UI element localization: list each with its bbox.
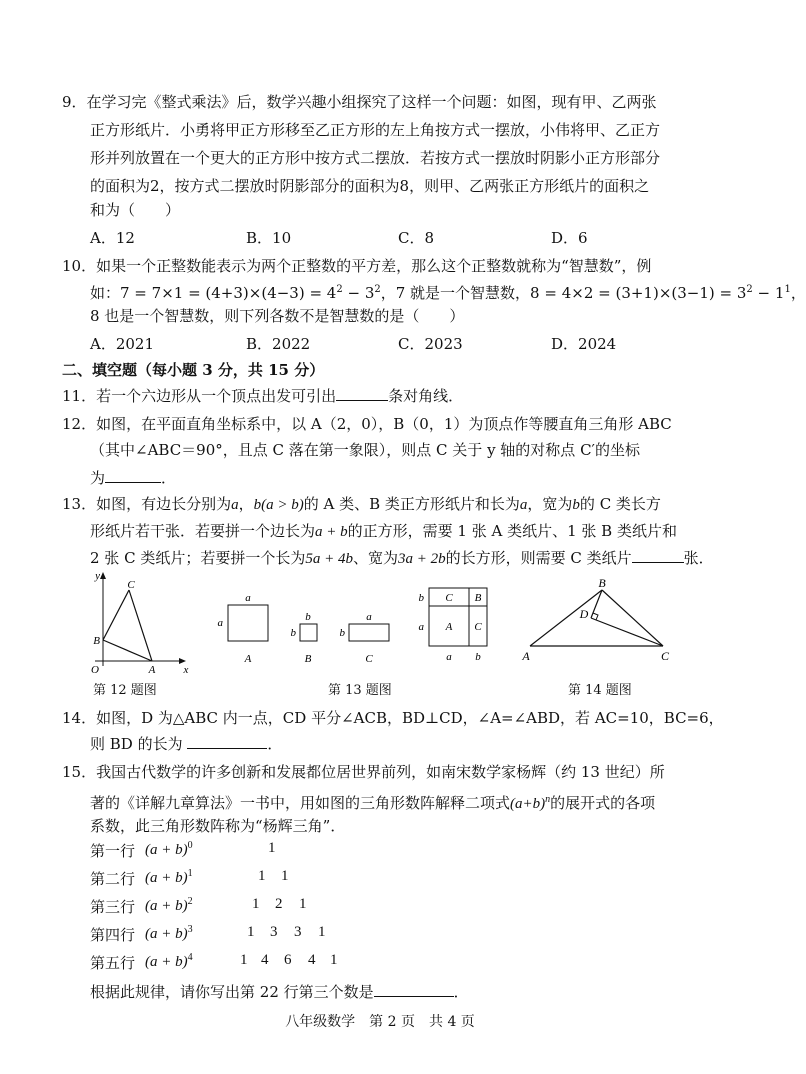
yanghui-row-1-expr: $(a + b)^0$ xyxy=(145,840,193,858)
q10-option-b: B．2022 xyxy=(246,335,311,353)
yanghui-row-2-label: 第二行 xyxy=(90,870,136,888)
q9-option-d: D．6 xyxy=(551,229,588,247)
q15-answer-blank[interactable] xyxy=(374,982,454,997)
yanghui-row-2-num-1: 1 xyxy=(258,868,266,884)
square-b xyxy=(300,624,317,641)
yanghui-row-4-num-3: 3 xyxy=(294,924,302,940)
page-footer: 八年级数学 第 2 页 共 4 页 xyxy=(285,1014,475,1030)
q13-line-1: 13．如图，有边长分别为a，b(a > b)的 A 类、B 类正方形纸片和长为a，宽为b的 C 类长方 xyxy=(62,495,661,513)
q14-answer-blank[interactable] xyxy=(187,734,267,749)
yanghui-row-3-num-1: 1 xyxy=(252,896,260,912)
section-heading-fill-in: 二、填空题（每小题 3 分，共 15 分） xyxy=(62,361,325,379)
segment-ba xyxy=(103,640,152,661)
q9-option-b: B．10 xyxy=(246,229,292,247)
q9-line-4: 的面积为2，按方式二摆放时阴影部分的面积为8，则甲、乙两张正方形纸片的面积之 xyxy=(90,177,650,195)
figure-13-caption: 第 13 题图 xyxy=(328,683,392,698)
square-a xyxy=(228,605,268,641)
q13-answer-blank[interactable] xyxy=(632,548,684,563)
yanghui-row-4-num-4: 1 xyxy=(318,924,326,940)
q10-option-c: C．2023 xyxy=(398,335,463,353)
yanghui-row-5-num-1: 1 xyxy=(240,952,248,968)
q9-line-3: 形并列放置在一个更大的正方形中按方式二摆放．若按方式一摆放时阴影小正方形部分 xyxy=(90,149,661,167)
y-axis-arrow xyxy=(100,572,106,579)
label-a: A xyxy=(148,664,156,676)
q15-line-1: 15．我国古代数学的许多创新和发展都位居世界前列，如南宋数学家杨辉（约 13 世纪）所 xyxy=(62,763,665,781)
q9-option-a: A．12 xyxy=(90,229,135,247)
combined-bottom-b: b xyxy=(475,651,481,663)
square-b-side-top: b xyxy=(305,611,311,623)
q14-line-2: 则 BD 的长为 ． xyxy=(90,735,283,753)
yanghui-row-5-expr: $(a + b)^4$ xyxy=(145,952,193,970)
label-b: B xyxy=(598,576,606,590)
q10-line-3: 8 也是一个智慧数，则下列各数不是智慧数的是（ ） xyxy=(90,307,465,325)
rectangle-c-width: b xyxy=(339,627,345,639)
yanghui-row-5-num-5: 1 xyxy=(330,952,338,968)
figure-13-paper-pieces xyxy=(210,580,500,672)
yanghui-row-3-num-2: 2 xyxy=(275,896,283,912)
q15-final-line: 根据此规律，请你写出第 22 行第三个数是 ． xyxy=(90,983,469,1001)
label-c: C xyxy=(660,649,670,663)
rectangle-c xyxy=(349,624,389,641)
combined-top-left-c: C xyxy=(445,592,453,604)
yanghui-row-4-expr: $(a + b)^3$ xyxy=(145,924,193,942)
q9-line-1: 9．在学习完《整式乘法》后，数学兴趣小组探究了这样一个问题：如图，现有甲、乙两张 xyxy=(62,93,657,111)
q11-line: 11．若一个六边形从一个顶点出发可引出 条对角线． xyxy=(62,387,464,405)
q12-line-3: 为 ． xyxy=(90,469,177,487)
yanghui-row-1-label: 第一行 xyxy=(90,842,136,860)
combined-side-a: a xyxy=(418,621,424,633)
segment-bc xyxy=(602,590,663,646)
square-b-label: B xyxy=(304,653,312,665)
rectangle-c-length: a xyxy=(366,611,372,623)
combined-side-b: b xyxy=(418,592,424,604)
rectangle-c-label: C xyxy=(365,653,373,665)
yanghui-row-3-label: 第三行 xyxy=(90,898,136,916)
label-a: A xyxy=(522,649,530,663)
q10-option-d: D．2024 xyxy=(551,335,617,353)
figure-12-coordinate-triangle xyxy=(85,570,190,675)
segment-dc xyxy=(591,618,663,646)
yanghui-row-4-label: 第四行 xyxy=(90,926,136,944)
yanghui-row-4-num-2: 3 xyxy=(270,924,278,940)
label-d: D xyxy=(579,607,589,621)
q9-line-2: 正方形纸片．小勇将甲正方形移至乙正方形的左上角按方式一摆放，小伟将甲、乙正方 xyxy=(90,121,661,139)
yanghui-row-5-num-2: 4 xyxy=(261,952,269,968)
yanghui-row-1-num-1: 1 xyxy=(268,840,276,856)
segment-ca xyxy=(129,590,152,661)
q12-line-1: 12．如图，在平面直角坐标系中，以 A（2，0），B（0，1）为顶点作等腰直角三角形 ABC xyxy=(62,415,672,433)
yanghui-row-3-num-3: 1 xyxy=(299,896,307,912)
yanghui-row-2-num-2: 1 xyxy=(281,868,289,884)
yanghui-row-2-expr: $(a + b)^1$ xyxy=(145,868,193,886)
q14-line-1: 14．如图，D 为△ABC 内一点，CD 平分∠ACB，BD⊥CD，∠A=∠ABD，若 AC=10，BC=6， xyxy=(62,709,724,727)
q13-line-2: 形纸片若干张．若要拼一个边长为a + b的正方形，需要 1 张 A 类纸片、1 张 B 类纸片和 xyxy=(90,522,677,540)
combined-bottom-right-c: C xyxy=(474,621,482,633)
combined-bottom-a: a xyxy=(446,651,452,663)
label-c: C xyxy=(127,579,135,591)
square-b-side-left: b xyxy=(290,627,296,639)
q9-line-5: 和为（ ） xyxy=(90,201,181,219)
yanghui-row-5-label: 第五行 xyxy=(90,954,136,972)
q9-option-c: C．8 xyxy=(398,229,435,247)
label-o: O xyxy=(91,664,99,676)
label-b: B xyxy=(93,635,100,647)
q11-answer-blank[interactable] xyxy=(336,386,388,401)
square-a-side-left: a xyxy=(217,617,223,629)
label-x: x xyxy=(183,664,189,676)
yanghui-row-5-num-4: 4 xyxy=(308,952,316,968)
combined-top-right-b: B xyxy=(474,592,482,604)
combined-bottom-left-a: A xyxy=(445,621,453,633)
figure-14-caption: 第 14 题图 xyxy=(568,683,632,698)
figure-12-caption: 第 12 题图 xyxy=(93,683,157,698)
yanghui-row-4-num-1: 1 xyxy=(247,924,255,940)
q10-line-1: 10．如果一个正整数能表示为两个正整数的平方差，那么这个正整数就称为“智慧数”，例 xyxy=(62,257,652,275)
label-y: y xyxy=(95,570,100,582)
q12-line-2: （其中∠ABC＝90°，且点 C 落在第一象限），则点 C 关于 y 轴的对称点 C′的坐标 xyxy=(90,441,640,459)
yanghui-row-5-num-3: 6 xyxy=(284,952,292,968)
segment-bc xyxy=(103,590,129,640)
q10-option-a: A．2021 xyxy=(90,335,155,353)
q15-line-2: 著的《详解九章算法》一书中，用如图的三角形数阵解释二项式$(a+b)^n$的展开式的各项 xyxy=(90,794,656,812)
q10-line-2: 如：$7 = 7\times 1 = (4+3)\times(4-3) = 4^2 - 3^2$，7 就是一个智慧数，$8 = 4\times 2 = (3+1)\times(3-1) = 3^2 - 1^1$， xyxy=(90,284,806,302)
q13-line-3: 2 张 C 类纸片；若要拼一个长为5a + 4b、宽为3a + 2b的长方形，则需要 C 类纸片 张． xyxy=(90,549,714,567)
square-a-side-top: a xyxy=(245,592,251,604)
q15-line-3: 系数，此三角形数阵称为“杨辉三角”． xyxy=(90,817,346,835)
figure-14-triangle xyxy=(520,578,680,668)
square-a-label: A xyxy=(244,653,252,665)
yanghui-row-3-expr: $(a + b)^2$ xyxy=(145,896,193,914)
q12-answer-blank[interactable] xyxy=(105,468,161,483)
